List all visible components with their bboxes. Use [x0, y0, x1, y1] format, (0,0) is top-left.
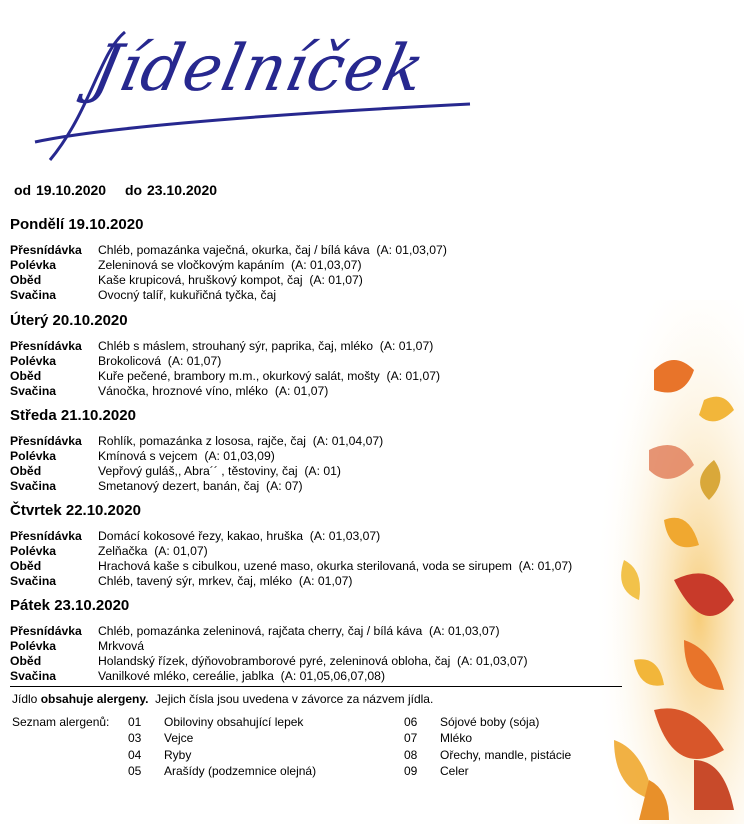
meal-value: Vánočka, hroznové víno, mléko (A: 01,07) [98, 384, 329, 398]
meal-label: Svačina [10, 574, 57, 588]
allergen-item [128, 714, 316, 730]
meal-value: Rohlík, pomazánka z lososa, rajče, čaj (A: 01,04,07) [98, 434, 384, 448]
meal-label: Svačina [10, 669, 57, 683]
allergen-number: 09 [404, 763, 418, 778]
day-section [10, 312, 650, 399]
meal-row [10, 559, 650, 574]
meal-row [10, 243, 650, 258]
meal-value: Chléb s máslem, strouhaný sýr, paprika, čaj, mléko (A: 01,07) [98, 339, 434, 353]
allergen-item [404, 714, 571, 730]
meal-value: Brokolicová (A: 01,07) [98, 354, 222, 368]
allergen-number: 07 [404, 731, 418, 746]
meal-value: Vanilkové mléko, cereálie, jablka (A: 01,05,06,07,08) [98, 669, 386, 683]
allergen-item [128, 730, 316, 746]
allergen-item [404, 763, 571, 779]
meal-label: Svačina [10, 384, 57, 398]
meal-label: Polévka [10, 354, 57, 368]
day-heading: Pondělí 19.10.2020 [10, 216, 144, 233]
allergen-name: Vejce [164, 731, 194, 746]
divider [10, 686, 622, 687]
allergen-number: 08 [404, 747, 418, 762]
meal-value: Ovocný talíř, kukuřičná tyčka, čaj [98, 288, 277, 302]
meal-row [10, 449, 650, 464]
meal-row [10, 654, 650, 669]
meal-label: Polévka [10, 258, 57, 272]
meal-label: Oběd [10, 273, 42, 287]
allergen-number: 03 [128, 731, 142, 746]
meal-row [10, 544, 650, 559]
day-section [10, 502, 650, 589]
meal-row [10, 639, 650, 654]
allergen-number: 04 [128, 747, 142, 762]
meal-value: Zeleninová se vločkovým kapáním (A: 01,03,07) [98, 258, 362, 272]
meal-value: Chléb, pomazánka zeleninová, rajčata cherry, čaj / bílá káva (A: 01,03,07) [98, 624, 500, 638]
allergen-number: 06 [404, 715, 418, 729]
meal-row [10, 354, 650, 369]
meal-row [10, 669, 650, 684]
meal-label: Oběd [10, 369, 42, 383]
note-bold: obsahuje alergeny. [40, 692, 149, 706]
allergen-name: Sójové boby (sója) [440, 715, 540, 729]
meal-value: Zelňačka (A: 01,07) [98, 544, 208, 558]
meal-value: Kmínová s vejcem (A: 01,03,09) [98, 449, 275, 463]
meal-label: Svačina [10, 479, 57, 493]
allergen-name: Arašídy (podzemnice olejná) [164, 763, 317, 778]
meal-row [10, 369, 650, 384]
meal-label: Přesnídávka [10, 529, 82, 543]
meal-label: Oběd [10, 654, 42, 668]
allergen-item [128, 747, 316, 763]
allergen-number: 01 [128, 715, 142, 729]
meal-row [10, 258, 650, 273]
meal-row [10, 339, 650, 354]
allergen-item [404, 747, 571, 763]
day-heading: Úterý 20.10.2020 [10, 312, 128, 329]
day-section [10, 597, 650, 684]
allergen-note [12, 692, 433, 706]
meal-label: Přesnídávka [10, 339, 82, 353]
allergen-name: Obiloviny obsahující lepek [164, 715, 304, 729]
meal-value: Kaše krupicová, hruškový kompot, čaj (A: 01,07) [98, 273, 363, 287]
meal-label: Přesnídávka [10, 243, 82, 257]
meal-label: Polévka [10, 639, 57, 653]
meal-value: Mrkvová [98, 639, 145, 653]
date-from: od 19.10.2020 [14, 182, 107, 198]
date-to: do 23.10.2020 [124, 182, 218, 198]
note-pre: Jídlo [12, 692, 41, 706]
meal-row [10, 574, 650, 589]
meal-row [10, 479, 650, 494]
meal-value: Smetanový dezert, banán, čaj (A: 07) [98, 479, 303, 493]
meal-label: Oběd [10, 559, 42, 573]
allergen-name: Ryby [164, 747, 192, 762]
note-post: Jejich čísla jsou uvedena v závorce za názvem jídla. [148, 692, 434, 706]
meal-label: Oběd [10, 464, 42, 478]
meal-row [10, 464, 650, 479]
meal-value: Holandský řízek, dýňovobramborové pyré, zeleninová obloha, čaj (A: 01,03,07) [98, 654, 528, 668]
meal-value: Hrachová kaše s cibulkou, uzené maso, okurka sterilovaná, voda se sirupem (A: 01,07) [98, 559, 573, 573]
meal-label: Polévka [10, 449, 57, 463]
meal-value: Kuře pečené, brambory m.m., okurkový salát, mošty (A: 01,07) [98, 369, 441, 383]
meal-row [10, 529, 650, 544]
allergen-item [128, 763, 316, 779]
day-section [10, 407, 650, 494]
meal-label: Přesnídávka [10, 434, 82, 448]
meal-value: Chléb, pomazánka vaječná, okurka, čaj / bílá káva (A: 01,03,07) [98, 243, 447, 257]
meal-row [10, 434, 650, 449]
day-section [10, 216, 650, 303]
allergen-list-heading: Seznam alergenů: [12, 715, 110, 729]
allergen-number: 05 [128, 763, 142, 778]
day-heading: Středa 21.10.2020 [10, 407, 136, 424]
date-range [14, 182, 231, 198]
meal-value: Chléb, tavený sýr, mrkev, čaj, mléko (A: 01,07) [98, 574, 353, 588]
meal-value: Vepřový guláš,, Abra´´ , těstoviny, čaj (A: 01) [98, 464, 341, 478]
allergen-name: Ořechy, mandle, pistácie [440, 747, 572, 762]
allergen-item [404, 730, 571, 746]
meal-row [10, 624, 650, 639]
meal-label: Polévka [10, 544, 57, 558]
allergen-name: Celer [440, 763, 469, 778]
meal-row [10, 288, 650, 303]
meal-row [10, 273, 650, 288]
day-heading: Čtvrtek 22.10.2020 [10, 502, 141, 519]
allergen-name: Mléko [440, 731, 473, 746]
page-title [30, 12, 480, 162]
title-text: Jídelníček [86, 32, 432, 106]
meal-value: Domácí kokosové řezy, kakao, hruška (A: 01,03,07) [98, 529, 381, 543]
meal-label: Přesnídávka [10, 624, 82, 638]
meal-label: Svačina [10, 288, 57, 302]
day-heading: Pátek 23.10.2020 [10, 597, 130, 614]
meal-row [10, 384, 650, 399]
